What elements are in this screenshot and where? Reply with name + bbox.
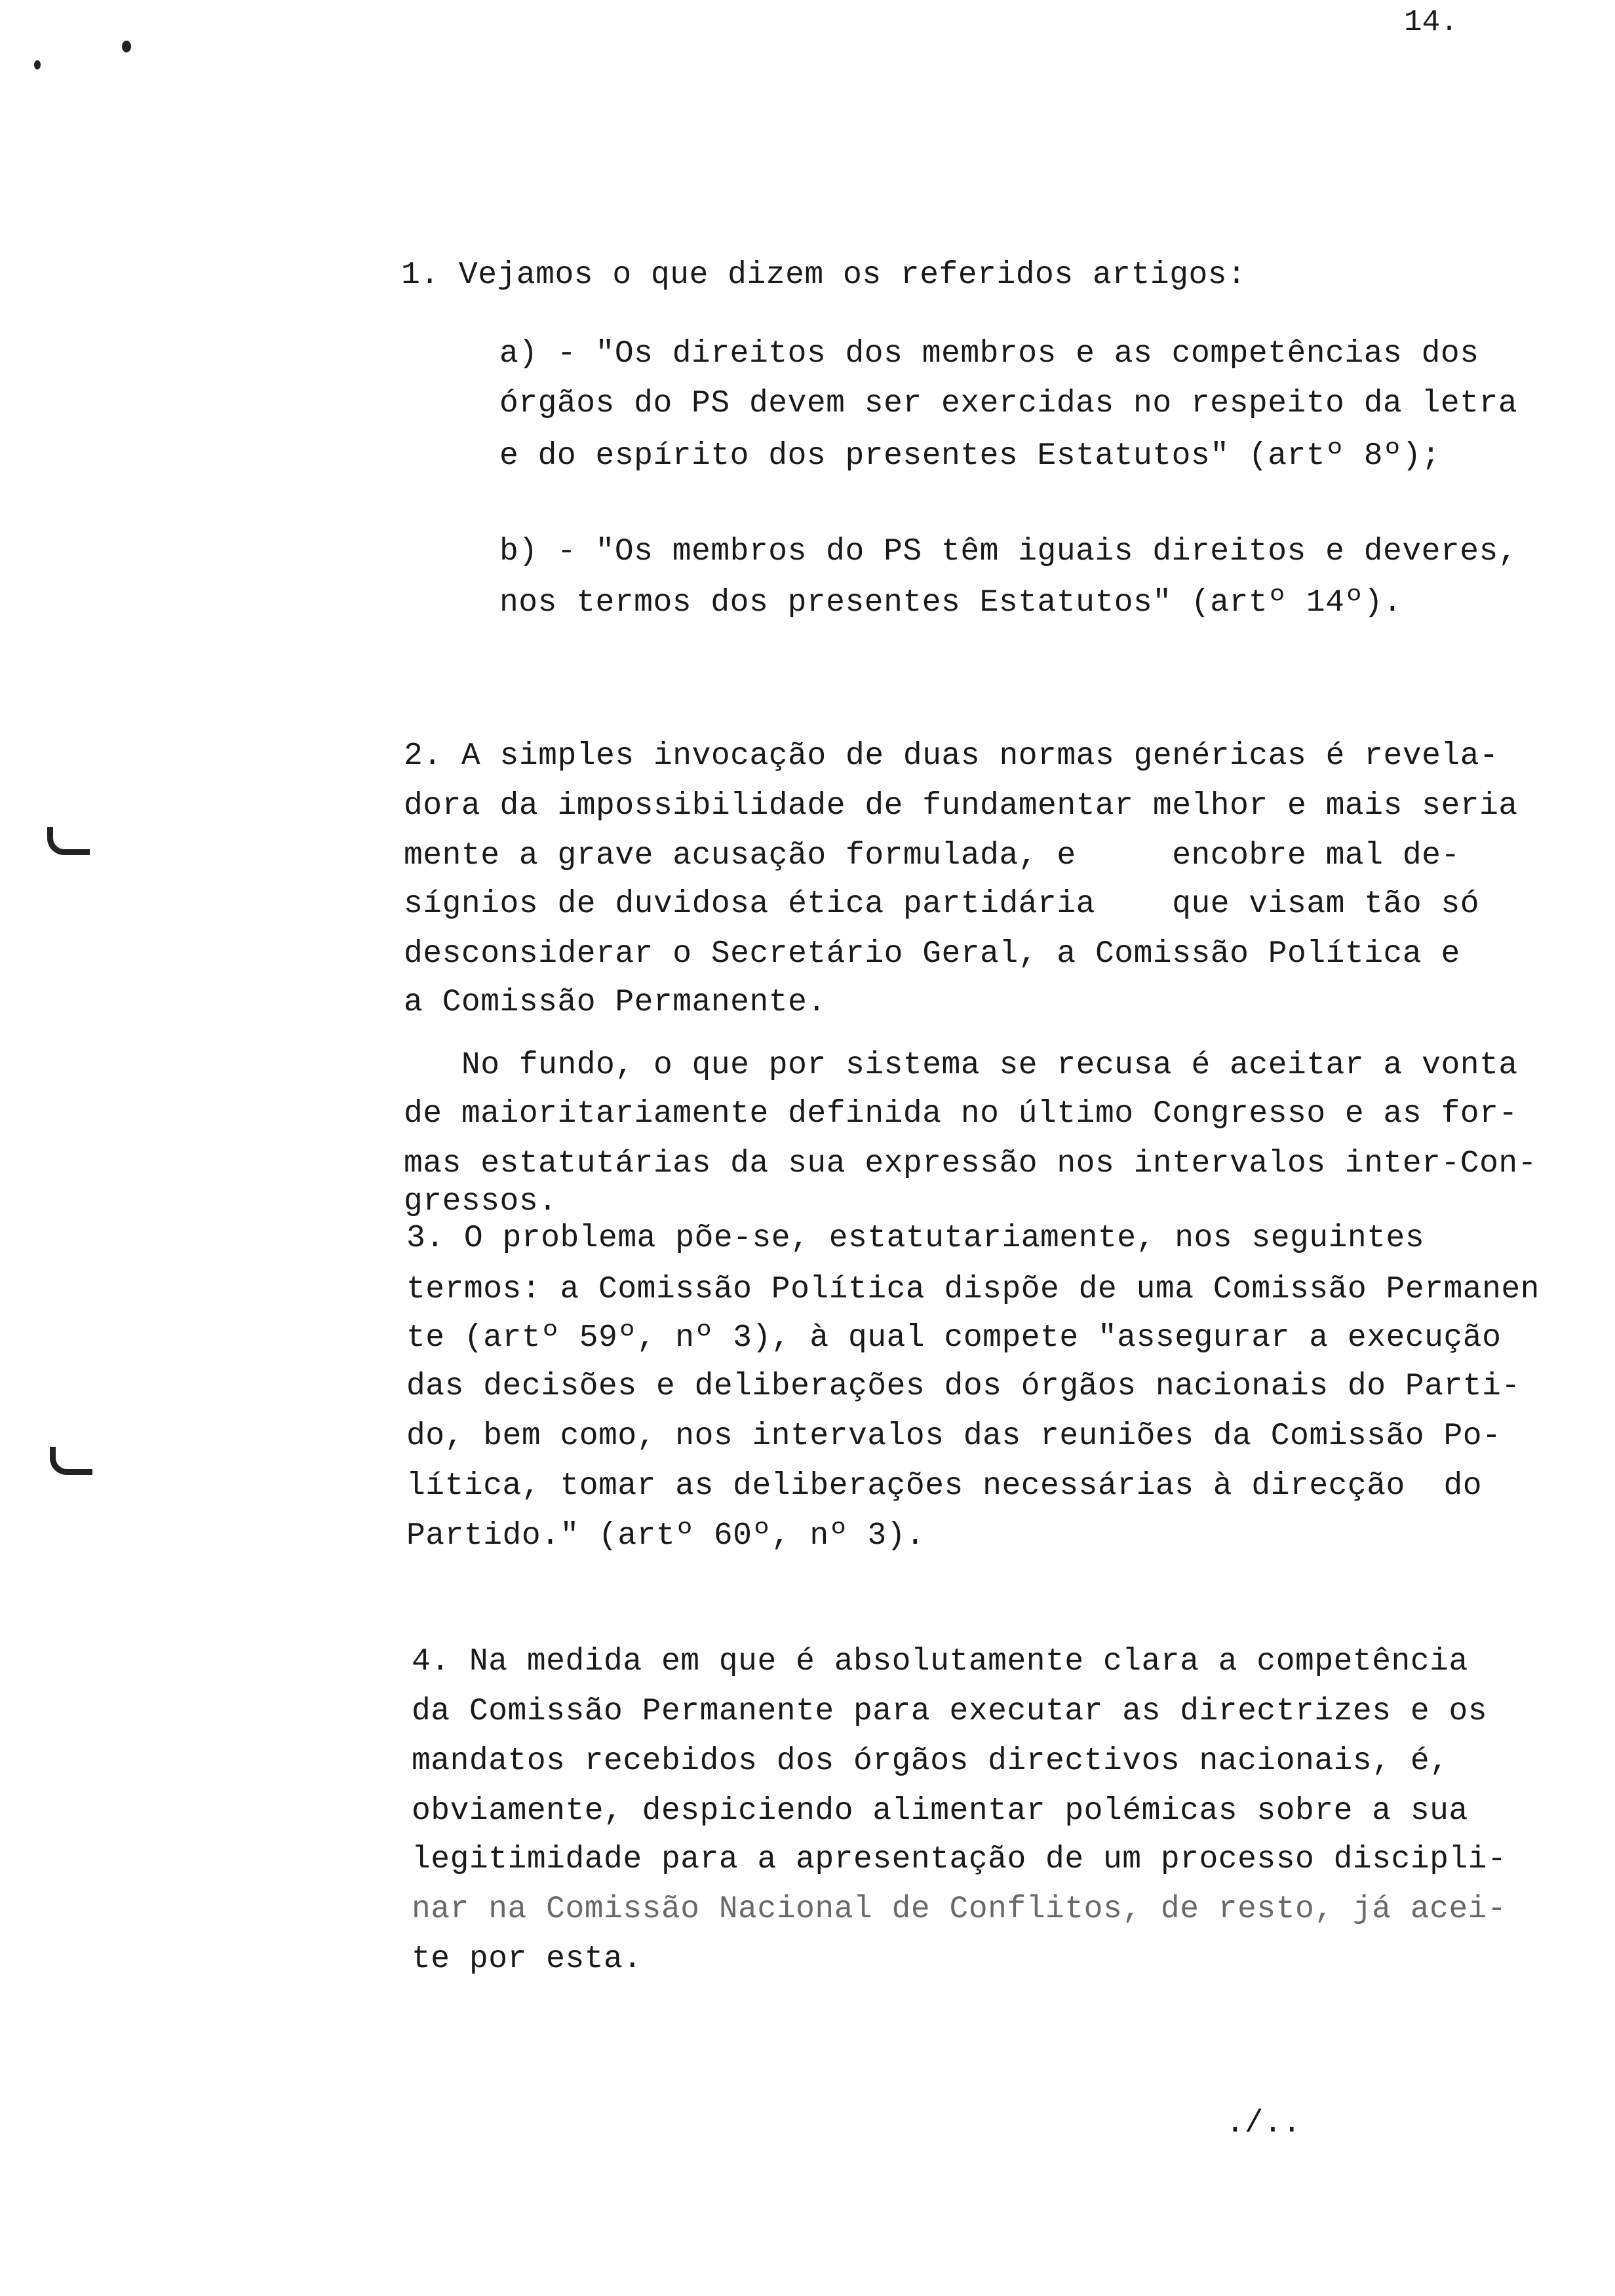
item-2-line: dora da impossibilidade de fundamentar melhor e mais seria xyxy=(404,788,1518,824)
item-2b-line: gressos. xyxy=(404,1184,558,1219)
item-2b-line: mas estatutárias da sua expressão nos intervalos inter-Con- xyxy=(404,1146,1537,1181)
item-a-line: e do espírito dos presentes Estatutos" (artº 8º); xyxy=(499,438,1441,474)
item-2-line: 2. A simples invocação de duas normas genéricas é revela- xyxy=(404,738,1499,774)
item-2-line: mente a grave acusação formulada, e encobre mal de- xyxy=(404,838,1460,873)
item-1-intro: 1. Vejamos o que dizem os referidos artigos: xyxy=(401,258,1247,293)
page-number: 14. xyxy=(1404,5,1458,39)
item-a-line: a) - "Os direitos dos membros e as competências dos xyxy=(499,336,1479,372)
item-2-line: sígnios de duvidosa ética partidária que visam tão só xyxy=(404,887,1480,922)
item-3-line: 3. O problema põe-se, estatutariamente, nos seguintes xyxy=(406,1221,1425,1256)
item-4-line: legitimidade para a apresentação de um processo discipli- xyxy=(412,1842,1507,1877)
item-4-line: 4. Na medida em que é absolutamente clara a competência xyxy=(412,1644,1468,1679)
item-2b-line: de maioritariamente definida no último Congresso e as for- xyxy=(404,1096,1518,1132)
item-3-line: te (artº 59º, nº 3), à qual compete "assegurar a execução xyxy=(406,1320,1502,1356)
continuation-mark: ./.. xyxy=(1226,2106,1302,2141)
item-4-line: obviamente, despiciendo alimentar polémicas sobre a sua xyxy=(412,1793,1468,1829)
item-4-line: da Comissão Permanente para executar as directrizes e os xyxy=(412,1694,1488,1729)
punch-mark xyxy=(122,41,131,52)
item-2-line: a Comissão Permanente. xyxy=(404,985,827,1020)
item-b-line: nos termos dos presentes Estatutos" (artº 14º). xyxy=(499,585,1403,621)
item-3-line: das decisões e deliberações dos órgãos nacionais do Parti- xyxy=(406,1369,1521,1404)
item-3-line: lítica, tomar as deliberações necessárias à direcção do xyxy=(406,1468,1483,1504)
item-2-line: desconsiderar o Secretário Geral, a Comissão Política e xyxy=(404,936,1460,972)
punch-mark xyxy=(34,60,41,69)
item-3-line: termos: a Comissão Política dispõe de uma Comissão Permanen xyxy=(406,1272,1540,1307)
item-4-line: mandatos recebidos dos órgãos directivos nacionais, é, xyxy=(412,1744,1449,1779)
item-4-line: nar na Comissão Nacional de Conflitos, de resto, já acei- xyxy=(412,1892,1507,1927)
margin-hook-mark xyxy=(50,1447,92,1475)
item-4-line: te por esta. xyxy=(412,1942,642,1977)
item-3-line: do, bem como, nos intervalos das reuniões da Comissão Po- xyxy=(406,1419,1502,1454)
item-3-line: Partido." (artº 60º, nº 3). xyxy=(406,1518,925,1554)
item-a-line: órgãos do PS devem ser exercidas no respeito da letra xyxy=(499,386,1518,421)
margin-hook-mark xyxy=(47,827,90,855)
item-2b-line: No fundo, o que por sistema se recusa é aceitar a vonta xyxy=(404,1048,1518,1083)
item-b-line: b) - "Os membros do PS têm iguais direitos e deveres, xyxy=(499,534,1518,569)
